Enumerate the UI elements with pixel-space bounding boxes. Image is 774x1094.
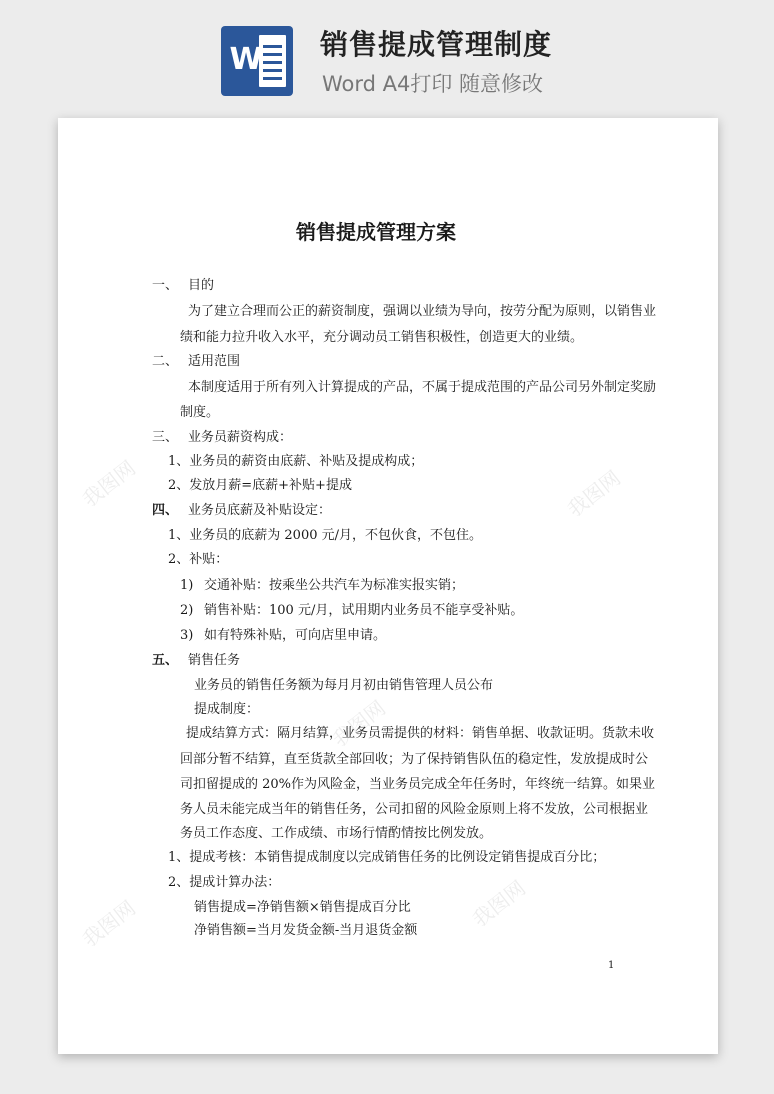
formula-line: 销售提成=净销售额×销售提成百分比 [194, 900, 411, 915]
document-title: 销售提成管理方案 [296, 220, 456, 244]
list-item: 2、发放月薪=底薪+补贴+提成 [168, 478, 352, 493]
section-number: 五、 [152, 653, 179, 668]
paragraph-line: 本制度适用于所有列入计算提成的产品，不属于提成范围的产品公司另外制定奖励 [188, 380, 657, 395]
sub-item-number: 2) [180, 603, 194, 618]
watermark: 我图网 [467, 875, 530, 932]
paragraph-line: 制度。 [180, 405, 220, 420]
sub-item: 销售补贴：100 元/月，试用期内业务员不能享受补贴。 [204, 603, 524, 618]
paragraph-line: 绩和能力拉升收入水平，充分调动员工销售积极性，创造更大的业绩。 [180, 330, 584, 345]
section-number: 一、 [152, 278, 179, 293]
paragraph-line: 提成制度： [194, 702, 260, 717]
section-number: 四、 [152, 503, 179, 518]
page-number: 1 [608, 960, 615, 971]
paragraph-line: 为了建立合理而公正的薪资制度，强调以业绩为导向，按劳分配为原则，以销售业 [188, 304, 657, 319]
section-number: 二、 [152, 354, 179, 369]
formula-line: 净销售额=当月发货金额-当月退货金额 [194, 923, 418, 938]
paragraph-line: 提成结算方式：隔月结算，业务员需提供的材料：销售单据、收款证明。货款未收 [186, 726, 655, 741]
section-heading: 目的 [188, 278, 215, 293]
section-heading: 业务员底薪及补贴设定： [188, 503, 332, 518]
watermark: 我图网 [327, 695, 390, 752]
sub-item-number: 3) [180, 628, 194, 643]
section-heading: 适用范围 [188, 354, 241, 369]
watermark: 我图网 [77, 895, 140, 952]
word-icon-letter: W [229, 42, 263, 77]
sub-item: 如有特殊补贴，可向店里申请。 [204, 628, 387, 643]
document-page [58, 118, 718, 1054]
paragraph-line: 业务员的销售任务额为每月月初由销售管理人员公布 [194, 678, 494, 693]
paragraph-line: 务员工作态度、工作成绩、市场行情酌情按比例发放。 [180, 826, 493, 841]
paragraph-line: 司扣留提成的 20%作为风险金，当业务员完成全年任务时，年终统一结算。如果业 [180, 777, 656, 792]
list-item: 1、业务员的薪资由底薪、补贴及提成构成； [168, 454, 424, 469]
list-item: 2、补贴： [168, 552, 229, 567]
list-item: 1、提成考核：本销售提成制度以完成销售任务的比例设定销售提成百分比； [168, 850, 606, 865]
word-icon [221, 26, 293, 96]
list-item: 1、业务员的底薪为 2000 元/月，不包伙食，不包住。 [168, 528, 482, 543]
section-heading: 业务员薪资构成： [188, 430, 293, 445]
section-heading: 销售任务 [188, 653, 241, 668]
banner-title: 销售提成管理制度 [320, 28, 553, 61]
list-item: 2、提成计算办法： [168, 875, 281, 890]
section-number: 三、 [152, 430, 179, 445]
watermark: 我图网 [77, 455, 140, 512]
sub-item: 交通补贴：按乘坐公共汽车为标准实报实销； [204, 578, 465, 593]
paragraph-line: 务人员未能完成当年的销售任务，公司扣留的风险金原则上将不发放，公司根据业 [180, 802, 649, 817]
paragraph-line: 回部分暂不结算，直至货款全部回收；为了保持销售队伍的稳定性，发放提成时公 [180, 752, 649, 767]
sub-item-number: 1) [180, 578, 194, 593]
preview-banner [0, 0, 774, 118]
watermark: 我图网 [562, 465, 625, 522]
banner-subtitle: Word A4打印 随意修改 [322, 72, 544, 96]
